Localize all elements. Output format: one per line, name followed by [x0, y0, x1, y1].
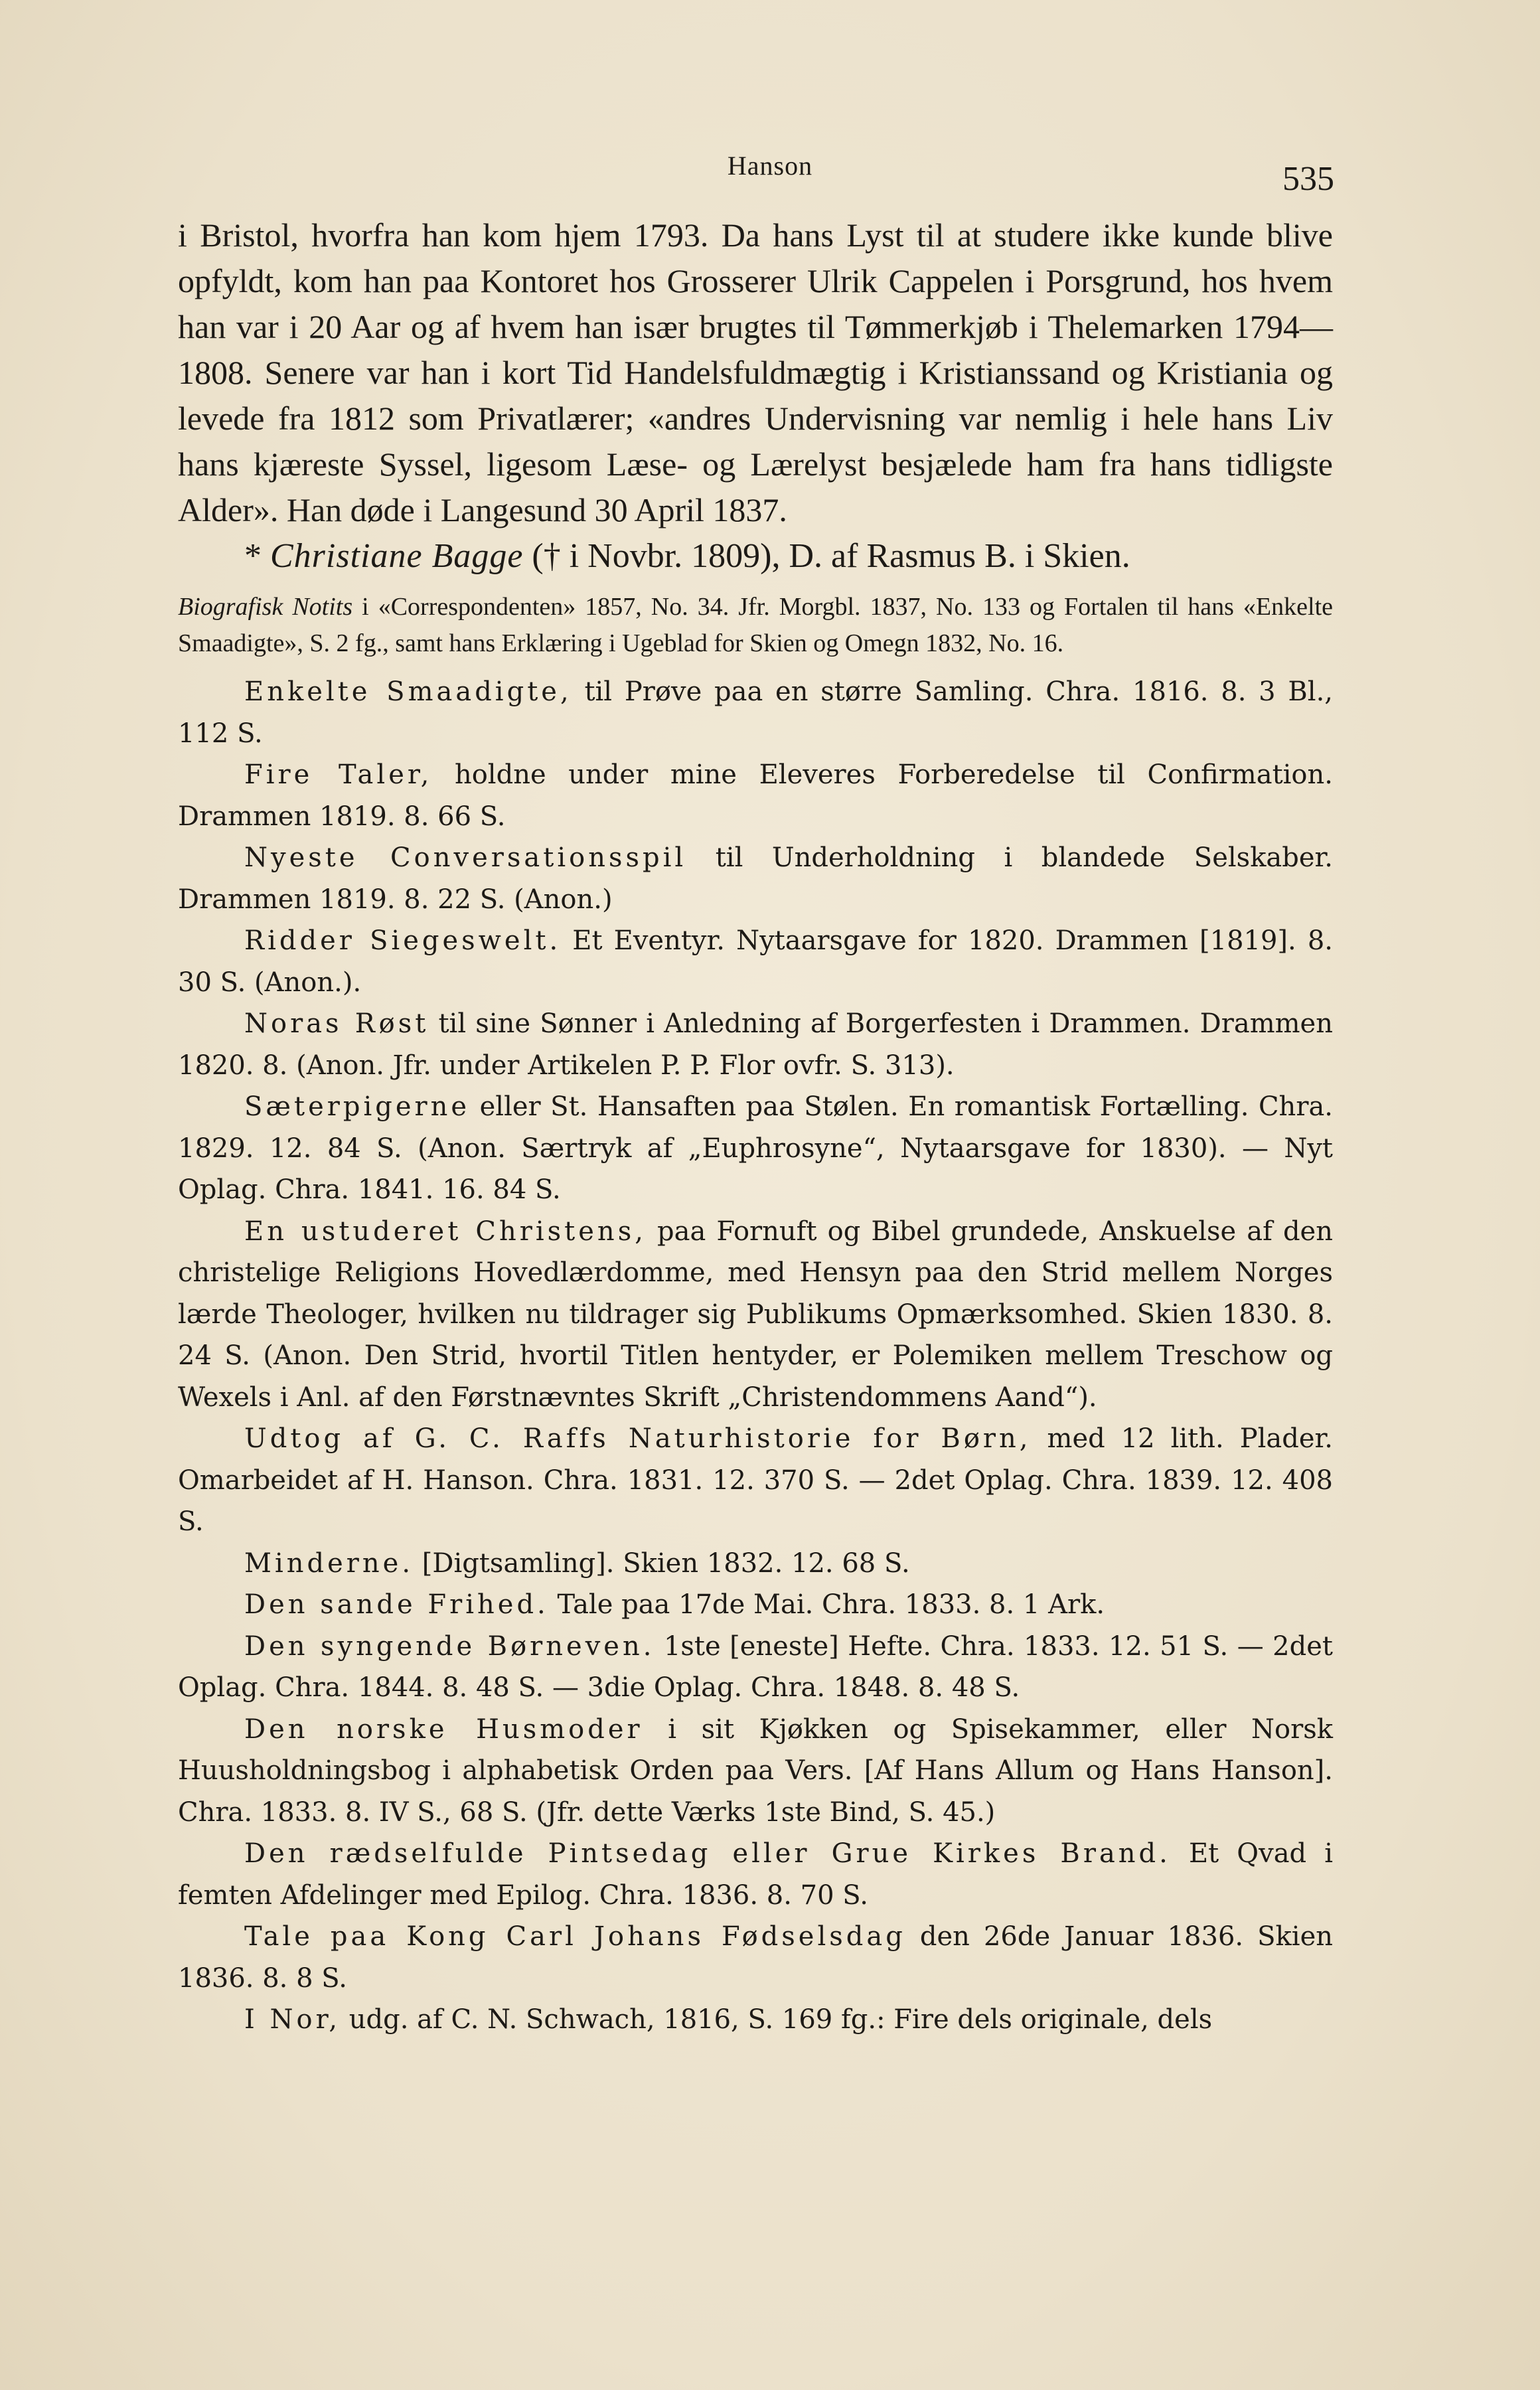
bib-text: til sine Sønner i Anledning af Borgerfesten i Drammen. Drammen 1820. 8. (Anon. Jfr. under Artikelen P. P. Flor ovfr. S. 313).	[178, 1008, 1333, 1081]
bib-title: Udtog af G. C. Raffs Naturhistorie for Børn,	[244, 1423, 1032, 1454]
wife-marker: *	[244, 537, 262, 575]
source-text: i «Correspondenten» 1857, No. 34. Jfr. Morgbl. 1837, No. 133 og Fortalen til hans «Enkelte Smaadigte», S. 2 fg., samt hans Erklæring i Ugeblad for Skien og Omegn 1832, No. 16.	[178, 593, 1333, 657]
bib-entry	[178, 1584, 1333, 1626]
bib-title: Den norske Husmoder	[244, 1713, 643, 1745]
bib-title: Den rædselfulde Pintsedag eller Grue Kirkes Brand.	[244, 1838, 1171, 1869]
bib-title: En ustuderet Christens,	[244, 1216, 647, 1247]
bib-text: Et Eventyr. Nytaarsgave for 1820. Drammen [1819]. 8. 30 S. (Anon.).	[178, 925, 1333, 998]
bib-title: I Nor,	[244, 2004, 341, 2035]
bib-text: eller St. Hansaften paa Stølen. En romantisk Fortælling. Chra. 1829. 12. 84 S. (Anon. Særtryk af „Euphrosyne“, Nytaarsgave for 1830). — Nyt Oplag. Chra. 1841. 16. 84 S.	[178, 1091, 1334, 1205]
bib-text: [Digtsamling]. Skien 1832. 12. 68 S.	[422, 1548, 910, 1579]
bib-title: Nyeste Conversationsspil	[244, 842, 687, 873]
bib-text: 1ste [eneste] Hefte. Chra. 1833. 12. 51 S. — 2det Oplag. Chra. 1844. 8. 48 S. — 3die Oplag. Chra. 1848. 8. 48 S.	[178, 1631, 1333, 1703]
bib-text: til Prøve paa en større Samling. Chra. 1816. 8. 3 Bl., 112 S.	[178, 677, 1334, 749]
biography-paragraph: i Bristol, hvorfra han kom hjem 1793. Da hans Lyst til at studere ikke kunde blive opfyldt, kom han paa Kontoret hos Grosserer Ulrik Cappelen i Porsgrund, hos hvem han var i 20 Aar og af hvem han især brugtes til Tømmerkjøb i Thelemarken 1794—1808. Senere var han i kort Tid Handelsfuldmægtig i Kristianssand og Kristiania og levede fra 1812 som Privatlærer; «andres Undervisning var nemlig i hele hans Liv hans kjæreste Syssel, ligesom Læse- og Lærelyst besjælede ham fra hans tidligste Alder». Han døde i Langesund 30 April 1837.	[178, 216, 1333, 528]
bib-entry	[178, 1626, 1333, 1709]
bib-title: Tale paa Kong Carl Johans Fødselsdag	[244, 1921, 906, 1952]
bib-entry	[178, 1086, 1333, 1211]
bib-title: Sæterpigerne	[244, 1091, 471, 1122]
bib-text: holdne under mine Eleveres Forberedelse til Confirmation. Drammen 1819. 8. 66 S.	[178, 759, 1333, 832]
bib-text: udg. af C. N. Schwach, 1816, S. 169 fg.: Fire dels originale, dels	[348, 2004, 1213, 2035]
wife-note	[178, 533, 1333, 580]
bib-entry	[178, 1999, 1333, 2041]
bib-text: paa Fornuft og Bibel grundede, Anskuelse af den christelige Religions Hovedlærdomme, med Hensyn paa den Strid mellem Norges lærde Theologer, hvilken nu tildrager sig Publikums Opmærksomhed. Skien 1830. 8. 24 S. (Anon. Den Strid, hvortil Titlen hentyder, er Polemiken mellem Treschow og Wexels i Anl. af den Førstnævntes Skrift „Christendommens Aand“).	[178, 1216, 1333, 1413]
bib-entry	[178, 1211, 1333, 1419]
bib-title: Noras Røst	[244, 1008, 429, 1039]
bib-entry	[178, 671, 1333, 754]
bib-entry	[178, 754, 1333, 837]
bib-title: Enkelte Smaadigte,	[244, 677, 572, 707]
bib-text: til Underholdning i blandede Selskaber. Drammen 1819. 8. 22 S. (Anon.)	[178, 842, 1333, 915]
source-note	[178, 589, 1333, 662]
source-title: Biografisk Notits	[178, 593, 353, 621]
page-number: 535	[1282, 160, 1334, 198]
bib-title: Den sande Frihed.	[244, 1589, 549, 1620]
bib-title: Fire Taler,	[244, 759, 433, 790]
bib-entry	[178, 1543, 1333, 1585]
bib-entry	[178, 1003, 1333, 1086]
bib-text: med 12 lith. Plader. Omarbeidet af H. Hanson. Chra. 1831. 12. 370 S. — 2det Oplag. Chra. 1839. 12. 408 S.	[178, 1423, 1333, 1537]
wife-name: Christiane Bagge	[270, 537, 524, 575]
bib-text: den 26de Januar 1836. Skien 1836. 8. 8 S.	[178, 1921, 1334, 1994]
text-block	[178, 212, 1333, 2041]
bib-entry	[178, 1418, 1333, 1543]
bib-title: Minderne.	[244, 1548, 414, 1579]
bib-text: i sit Kjøkken og Spisekammer, eller Norsk Huusholdningsbog i alphabetisk Orden paa Vers. [Af Hans Allum og Hans Hanson]. Chra. 1833. 8. IV S., 68 S. (Jfr. dette Værks 1ste Bind, S. 45.)	[178, 1713, 1334, 1828]
wife-details: († i Novbr. 1809), D. af Rasmus B. i Skien.	[532, 537, 1130, 575]
bib-title: Ridder Siegeswelt.	[244, 925, 562, 956]
bib-entry	[178, 837, 1333, 920]
bib-entry	[178, 1833, 1333, 1916]
bib-entry	[178, 1709, 1333, 1834]
running-title: Hanson	[727, 151, 813, 181]
bib-title: Den syngende Børneven.	[244, 1631, 655, 1662]
bib-text: Tale paa 17de Mai. Chra. 1833. 8. 1 Ark.	[557, 1589, 1105, 1620]
bib-entry	[178, 1916, 1333, 1999]
bib-entry	[178, 920, 1333, 1003]
bib-text: Et Qvad i femten Afdelinger med Epilog. Chra. 1836. 8. 70 S.	[178, 1838, 1334, 1911]
